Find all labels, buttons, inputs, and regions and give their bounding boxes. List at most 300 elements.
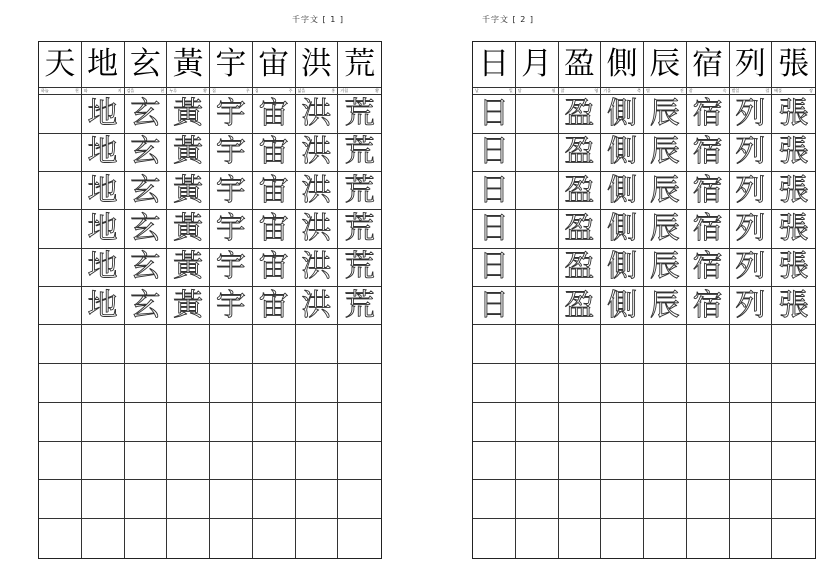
trace-char: 側 (607, 287, 638, 323)
meaning-reading: 황 (203, 88, 207, 94)
trace-char: 宿 (692, 95, 723, 131)
practice-cell (772, 519, 815, 558)
trace-cell (167, 95, 210, 133)
practice-cell (516, 403, 559, 442)
meaning-cell (253, 88, 296, 95)
trace-char: 玄 (130, 134, 161, 170)
meaning-gloss: 따 (83, 88, 88, 94)
page-2-label: 千字文 [ 2 ] (482, 15, 534, 24)
meaning-cell (167, 88, 210, 95)
trace-char: 宿 (692, 210, 723, 246)
trace-cell (687, 134, 730, 172)
header-char: 地 (87, 46, 119, 82)
trace-cell (473, 287, 516, 325)
trace-char: 黃 (173, 210, 204, 246)
meaning-gloss: 베풀 (774, 88, 782, 94)
trace-char: 荒 (344, 287, 375, 323)
trace-cell (82, 287, 125, 325)
practice-cell (601, 325, 644, 364)
trace-char: 洪 (301, 249, 332, 285)
practice-cell (559, 325, 602, 364)
trace-cell (125, 95, 168, 133)
trace-char: 盈 (564, 95, 595, 131)
trace-char: 地 (87, 172, 118, 208)
meaning-cell (559, 88, 602, 95)
trace-cell (730, 95, 773, 133)
trace-cell (473, 95, 516, 133)
practice-cell (210, 480, 253, 519)
meaning-cell (210, 88, 253, 95)
practice-cell (644, 403, 687, 442)
practice-cell (338, 403, 381, 442)
trace-cell (601, 134, 644, 172)
trace-char: 列 (735, 134, 766, 170)
meaning-gloss: 하늘 (41, 88, 49, 94)
trace-char: 宙 (258, 172, 289, 208)
trace-cell (644, 249, 687, 287)
practice-cell (167, 442, 210, 481)
practice-cell (253, 403, 296, 442)
worksheet-1 (38, 41, 382, 559)
trace-cell (296, 134, 339, 172)
practice-cell (516, 480, 559, 519)
meaning-reading: 측 (637, 88, 641, 94)
header-char: 洪 (300, 46, 332, 82)
trace-char: 地 (87, 210, 118, 246)
trace-char: 宙 (258, 210, 289, 246)
practice-cell (39, 364, 82, 403)
header-char: 荒 (344, 46, 376, 82)
meaning-reading: 홍 (331, 88, 336, 94)
meaning-cell (687, 88, 730, 95)
trace-cell (39, 134, 82, 172)
meaning-reading: 장 (809, 88, 813, 94)
trace-cell (167, 210, 210, 248)
practice-cell (253, 442, 296, 481)
trace-char: 洪 (301, 134, 332, 170)
trace-cell (473, 134, 516, 172)
trace-char: 列 (735, 172, 766, 208)
trace-cell (644, 287, 687, 325)
trace-char: 宙 (258, 134, 289, 170)
trace-char: 張 (778, 249, 809, 285)
meaning-cell (601, 88, 644, 95)
header-char: 宿 (692, 46, 724, 82)
trace-char: 荒 (344, 95, 375, 131)
meaning-gloss: 잘 (688, 88, 693, 94)
practice-cell (167, 325, 210, 364)
practice-cell (253, 480, 296, 519)
header-char: 辰 (649, 46, 681, 82)
trace-char: 辰 (649, 210, 680, 246)
trace-cell (125, 210, 168, 248)
trace-cell (82, 210, 125, 248)
page-1-label: 千字文 [ 1 ] (292, 15, 344, 24)
trace-char: 宙 (258, 95, 289, 131)
practice-cell (473, 480, 516, 519)
trace-cell (601, 287, 644, 325)
trace-char: 張 (778, 172, 809, 208)
trace-char: 盈 (564, 210, 595, 246)
trace-cell (559, 287, 602, 325)
trace-cell (687, 210, 730, 248)
trace-char: 玄 (130, 95, 161, 131)
trace-cell (82, 95, 125, 133)
practice-cell (473, 325, 516, 364)
practice-cell (730, 403, 773, 442)
practice-cell (601, 442, 644, 481)
practice-cell (338, 519, 381, 558)
practice-cell (39, 519, 82, 558)
trace-cell (644, 172, 687, 210)
trace-cell (253, 172, 296, 210)
trace-cell (559, 134, 602, 172)
trace-cell (167, 172, 210, 210)
practice-cell (338, 480, 381, 519)
trace-char: 日 (478, 134, 509, 170)
trace-cell (210, 287, 253, 325)
practice-cell (253, 325, 296, 364)
trace-cell (39, 95, 82, 133)
trace-cell (167, 134, 210, 172)
header-char: 宇 (215, 46, 247, 82)
practice-cell (82, 325, 125, 364)
trace-cell (82, 249, 125, 287)
header-char: 盈 (563, 46, 595, 82)
meaning-gloss: 집 (254, 88, 259, 94)
trace-char: 盈 (564, 172, 595, 208)
trace-char: 玄 (130, 210, 161, 246)
meaning-reading: 영 (594, 88, 599, 94)
header-char-cell (82, 42, 125, 88)
meaning-gloss: 누루 (169, 88, 177, 94)
practice-cell (210, 403, 253, 442)
practice-cell (167, 519, 210, 558)
practice-cell (687, 364, 730, 403)
trace-char: 列 (735, 95, 766, 131)
trace-char: 側 (607, 210, 638, 246)
meaning-cell (39, 88, 82, 95)
practice-cell (82, 364, 125, 403)
trace-char: 荒 (344, 134, 375, 170)
trace-cell (253, 95, 296, 133)
trace-char: 洪 (301, 172, 332, 208)
trace-cell (125, 172, 168, 210)
practice-cell (687, 519, 730, 558)
trace-cell (210, 249, 253, 287)
practice-cell (296, 480, 339, 519)
meaning-gloss: 넓을 (297, 88, 306, 94)
practice-cell (39, 325, 82, 364)
trace-char: 張 (778, 134, 809, 170)
practice-cell (473, 442, 516, 481)
practice-cell (39, 403, 82, 442)
trace-cell (296, 172, 339, 210)
trace-char: 日 (478, 210, 509, 246)
meaning-cell (82, 88, 125, 95)
meaning-cell (516, 88, 559, 95)
trace-char: 宿 (692, 134, 723, 170)
trace-char: 張 (778, 210, 809, 246)
trace-cell (516, 134, 559, 172)
trace-cell (167, 249, 210, 287)
meaning-reading: 주 (288, 88, 293, 94)
practice-cell (601, 403, 644, 442)
practice-cell (296, 364, 339, 403)
practice-cell (559, 519, 602, 558)
header-char: 側 (606, 46, 638, 82)
practice-cell (473, 403, 516, 442)
practice-cell (687, 325, 730, 364)
practice-cell (644, 364, 687, 403)
practice-cell (473, 364, 516, 403)
meaning-reading: 현 (160, 88, 165, 94)
trace-cell (516, 210, 559, 248)
header-char: 日 (478, 46, 510, 82)
practice-cell (772, 442, 815, 481)
practice-cell (125, 480, 168, 519)
header-char-cell (559, 42, 602, 88)
practice-cell (772, 480, 815, 519)
header-char-cell (167, 42, 210, 88)
trace-char: 地 (87, 249, 118, 285)
trace-cell (82, 134, 125, 172)
practice-cell (210, 364, 253, 403)
practice-cell (559, 403, 602, 442)
trace-cell (601, 249, 644, 287)
practice-cell (687, 442, 730, 481)
meaning-gloss: 벌일 (731, 88, 740, 94)
practice-cell (516, 364, 559, 403)
meaning-cell (296, 88, 339, 95)
practice-cell (730, 325, 773, 364)
trace-char: 黃 (173, 172, 204, 208)
trace-cell (473, 210, 516, 248)
trace-cell (730, 249, 773, 287)
trace-cell (39, 172, 82, 210)
trace-char: 辰 (649, 287, 680, 323)
trace-cell (125, 287, 168, 325)
trace-cell (730, 134, 773, 172)
trace-cell (730, 287, 773, 325)
practice-cell (210, 519, 253, 558)
trace-cell (39, 287, 82, 325)
meaning-gloss: 찰 (560, 88, 565, 94)
trace-cell (601, 95, 644, 133)
meaning-reading: 숙 (722, 88, 727, 94)
trace-char: 黃 (173, 249, 204, 285)
trace-char: 盈 (564, 287, 595, 323)
meaning-gloss: 검을 (126, 88, 135, 94)
meaning-reading: 지 (117, 88, 122, 94)
trace-cell (559, 95, 602, 133)
practice-cell (772, 403, 815, 442)
trace-char: 荒 (344, 172, 375, 208)
trace-char: 宇 (215, 287, 246, 323)
header-char-cell (338, 42, 381, 88)
practice-cell (687, 480, 730, 519)
header-char: 天 (44, 46, 76, 82)
trace-cell (210, 210, 253, 248)
trace-char: 地 (87, 287, 118, 323)
trace-char: 列 (735, 249, 766, 285)
header-char-cell (730, 42, 773, 88)
meaning-gloss: 기울 (603, 88, 611, 94)
trace-cell (125, 134, 168, 172)
trace-cell (253, 134, 296, 172)
header-char-cell (125, 42, 168, 88)
trace-char: 玄 (130, 287, 161, 323)
trace-char: 側 (607, 95, 638, 131)
practice-cell (601, 480, 644, 519)
header-char-cell (39, 42, 82, 88)
practice-cell (253, 364, 296, 403)
trace-cell (601, 210, 644, 248)
trace-cell (644, 134, 687, 172)
trace-cell (772, 134, 815, 172)
practice-cell (167, 364, 210, 403)
trace-cell (516, 172, 559, 210)
practice-cell (644, 325, 687, 364)
trace-char: 側 (607, 134, 638, 170)
trace-char: 玄 (130, 172, 161, 208)
meaning-cell (473, 88, 516, 95)
trace-cell (338, 172, 381, 210)
trace-cell (296, 249, 339, 287)
trace-char: 列 (735, 210, 766, 246)
practice-cell (210, 442, 253, 481)
header-char-cell (296, 42, 339, 88)
meaning-reading: 우 (245, 88, 250, 94)
worksheet-2 (472, 41, 816, 559)
practice-cell (82, 442, 125, 481)
trace-char: 列 (735, 287, 766, 323)
meaning-cell (644, 88, 687, 95)
header-char: 黃 (172, 46, 204, 82)
meaning-reading: 월 (551, 88, 556, 94)
trace-cell (772, 249, 815, 287)
trace-cell (338, 249, 381, 287)
trace-cell (338, 287, 381, 325)
header-char-cell (687, 42, 730, 88)
trace-cell (644, 95, 687, 133)
trace-char: 宿 (692, 172, 723, 208)
trace-cell (338, 134, 381, 172)
practice-cell (82, 480, 125, 519)
header-char-cell (516, 42, 559, 88)
meaning-gloss: 달 (517, 88, 522, 94)
practice-cell (296, 519, 339, 558)
trace-cell (559, 249, 602, 287)
trace-char: 辰 (649, 95, 680, 131)
trace-cell (338, 95, 381, 133)
meaning-gloss: 날 (475, 88, 479, 94)
trace-cell (253, 210, 296, 248)
trace-char: 地 (87, 95, 118, 131)
header-char: 玄 (129, 46, 161, 82)
practice-cell (559, 364, 602, 403)
trace-char: 宇 (215, 210, 246, 246)
trace-char: 宿 (692, 287, 723, 323)
meaning-reading: 황 (375, 88, 379, 94)
practice-cell (125, 442, 168, 481)
practice-cell (730, 519, 773, 558)
trace-cell (82, 172, 125, 210)
trace-cell (772, 287, 815, 325)
trace-char: 側 (607, 172, 638, 208)
trace-char: 張 (778, 95, 809, 131)
practice-cell (125, 403, 168, 442)
trace-cell (338, 210, 381, 248)
trace-char: 辰 (649, 249, 680, 285)
practice-cell (730, 480, 773, 519)
trace-char: 日 (478, 172, 509, 208)
trace-char: 辰 (649, 172, 680, 208)
practice-cell (167, 480, 210, 519)
trace-cell (473, 249, 516, 287)
trace-cell (687, 249, 730, 287)
header-char-cell (253, 42, 296, 88)
trace-char: 宙 (258, 287, 289, 323)
meaning-gloss: 별 (646, 88, 650, 94)
header-char: 月 (521, 46, 553, 82)
practice-cell (730, 364, 773, 403)
trace-char: 盈 (564, 249, 595, 285)
header-char-cell (601, 42, 644, 88)
worksheet-2-grid (473, 42, 815, 558)
trace-cell (516, 95, 559, 133)
trace-char: 宙 (258, 249, 289, 285)
practice-cell (644, 480, 687, 519)
trace-cell (687, 172, 730, 210)
practice-cell (338, 325, 381, 364)
practice-cell (516, 519, 559, 558)
practice-cell (296, 403, 339, 442)
trace-cell (39, 210, 82, 248)
header-char-cell (772, 42, 815, 88)
trace-char: 荒 (344, 249, 375, 285)
header-char-cell (210, 42, 253, 88)
trace-cell (687, 287, 730, 325)
trace-cell (167, 287, 210, 325)
meaning-cell (125, 88, 168, 95)
practice-cell (253, 519, 296, 558)
trace-cell (559, 210, 602, 248)
trace-char: 日 (478, 249, 509, 285)
trace-cell (730, 210, 773, 248)
trace-char: 辰 (649, 134, 680, 170)
practice-cell (559, 480, 602, 519)
meaning-cell (338, 88, 381, 95)
practice-cell (82, 519, 125, 558)
meaning-cell (730, 88, 773, 95)
trace-char: 荒 (344, 210, 375, 246)
trace-cell (296, 287, 339, 325)
trace-cell (210, 172, 253, 210)
trace-char: 黃 (173, 287, 204, 323)
trace-cell (772, 172, 815, 210)
trace-char: 玄 (130, 249, 161, 285)
trace-cell (516, 249, 559, 287)
trace-cell (210, 134, 253, 172)
trace-char: 日 (478, 95, 509, 131)
trace-cell (772, 95, 815, 133)
meaning-reading: 일 (508, 88, 513, 94)
trace-cell (125, 249, 168, 287)
trace-char: 洪 (301, 287, 332, 323)
practice-cell (559, 442, 602, 481)
trace-cell (296, 210, 339, 248)
